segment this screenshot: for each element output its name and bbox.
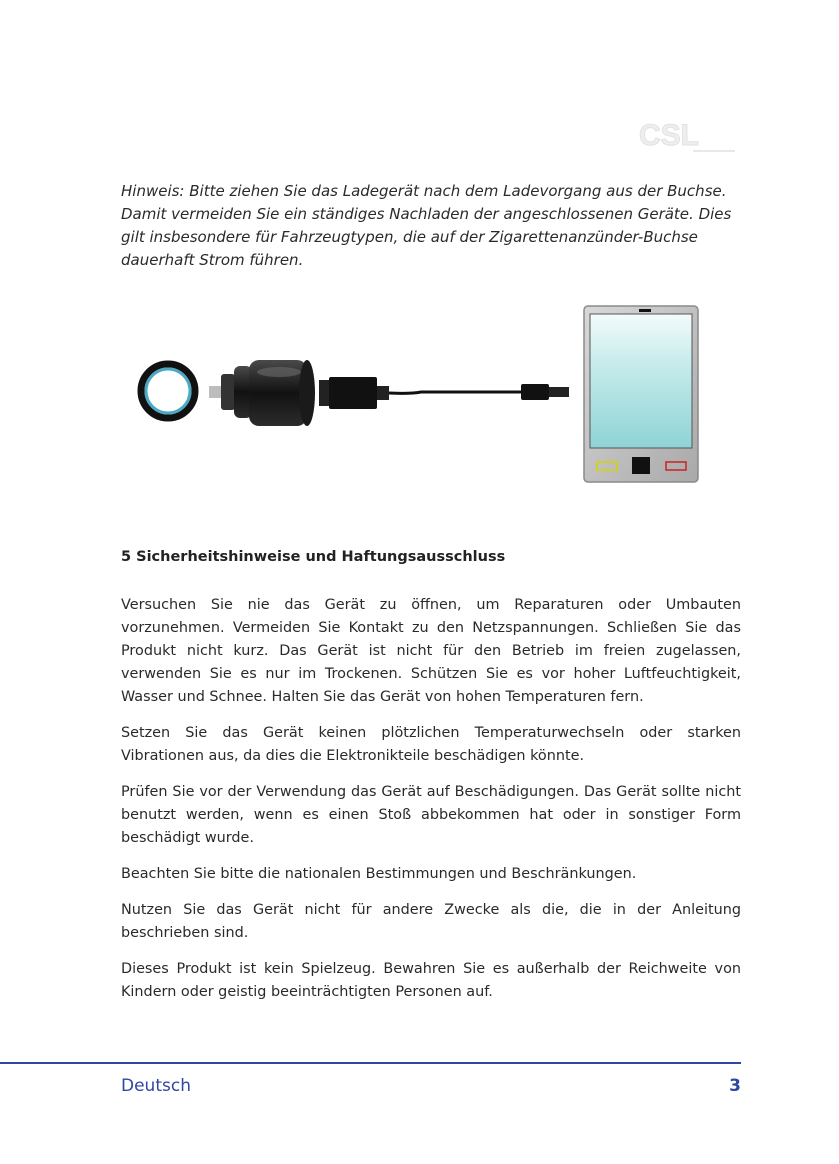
car-charger-icon	[209, 360, 315, 426]
paragraph: Beachten Sie bitte die nationalen Bestimmungen und Beschränkungen.	[121, 866, 637, 882]
logo-text: CSL	[639, 119, 699, 152]
smartphone-icon	[584, 306, 698, 482]
footer-divider	[0, 1062, 741, 1064]
paragraph: Dieses Produkt ist kein Spielzeug. Bewahren Sie es außerhalb der Reichweite von Kindern oder geistig beeinträchtigten Personen auf.	[121, 961, 741, 1000]
paragraph: Setzen Sie das Gerät keinen plötzlichen Temperaturwechseln oder starken Vibrationen aus, da dies die Elektronikteile beschädigen könnte.	[121, 725, 741, 764]
hint-line: Hinweis: Bitte ziehen Sie das Ladegerät nach dem Ladevorgang aus der Buchse.	[121, 182, 727, 200]
csl-logo	[633, 112, 738, 160]
socket-ring-icon	[141, 364, 195, 418]
safety-text	[121, 594, 741, 1017]
usb-cable-icon	[319, 377, 569, 409]
charging-illustration	[121, 288, 741, 500]
page-number: 3	[729, 1076, 741, 1096]
footer-language: Deutsch	[121, 1076, 191, 1096]
paragraph: Versuchen Sie nie das Gerät zu öffnen, um Reparaturen oder Umbauten vorzunehmen. Vermeiden Sie Kontakt zu den Netzspannungen. Schließen Sie das Produkt nicht kurz. Das Gerät ist nicht für den Betrieb im freien zugelassen, verwenden Sie es nur im Trockenen. Schützen Sie es vor hoher Luftfeuchtigkeit, Wasser und Schnee. Halten Sie das Gerät von hohen Temperaturen fern.	[121, 597, 741, 705]
paragraph: Nutzen Sie das Gerät nicht für andere Zwecke als die, die in der Anleitung beschrieben sind.	[121, 902, 741, 941]
paragraph: Prüfen Sie vor der Verwendung das Gerät auf Beschädigungen. Das Gerät sollte nicht benutzt werden, wenn es einen Stoß abbekommen hat oder in sonstiger Form beschädigt wurde.	[121, 784, 741, 846]
hint-line: gilt insbesondere für Fahrzeugtypen, die auf der Zigarettenanzünder-Buchse	[121, 228, 698, 246]
hint-line: Damit vermeiden Sie ein ständiges Nachladen der angeschlossenen Geräte. Dies	[121, 205, 732, 223]
hint-note	[121, 180, 741, 272]
section-title: 5 Sicherheitshinweise und Haftungsausschluss	[121, 549, 506, 565]
hint-line: dauerhaft Strom führen.	[121, 251, 304, 269]
